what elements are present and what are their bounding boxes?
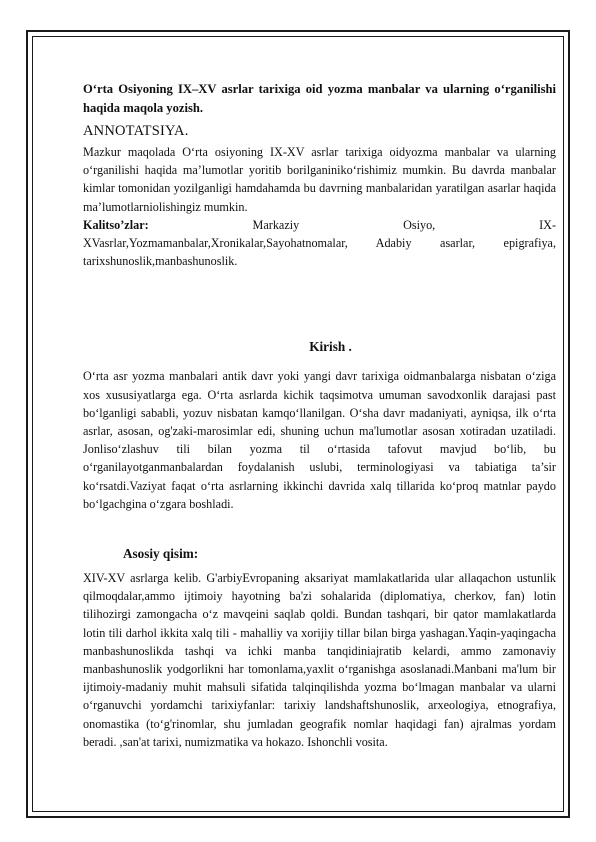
keywords-label: Kalitso’zlar: — [83, 217, 149, 232]
main-heading: Asosiy qisim: — [123, 546, 199, 562]
keywords-line — [83, 216, 556, 234]
document-body — [83, 80, 556, 751]
annotation-text: Mazkur maqolada O‘rta osiyoning IX-XV asrlar tarixiga oidyozma manbalar va ularning o‘rganilishi haqida ma’lumotlar yoritib borilganiniko‘rishimiz mumkin. Bu davrda manbalar kimlar tomonidan yozilganligi hamdahamda bu davrning manbalaridan yaratilgan asarlar haqida ma’lumotlarniolishingiz mumkin. — [83, 145, 556, 214]
document-title: O‘rta Osiyoning IX–XV asrlar tarixiga oid yozma manbalar va ularning o‘rganilishi haqida maqola yozish. — [83, 82, 556, 115]
keyword-2: Osiyo, — [403, 217, 436, 232]
main-text: XIV-XV asrlarga kelib. G'arbiyEvropaning aksariyat mamlakatlarida ular allaqachon ustunlik qilmoqdalar,ammo ijtimoiy hayotning ba'zi sohalarida (diplomatiya, cherkov, fan) lotin tilihozirgi zamongacha o‘z mavqeini saqlab qoldi. Bundan tashqari, bir qator mamlakatlarda lotin tili darhol ikkita xalq tili - mahalliy va xorijiy tillar bilan birga yashagan.Yaqin-yaqingacha manbashunoslikda tashqi va ichki manba tanqidiniajratib kelardi, ammo zamonaviy manbashunoslik yodgorlikni har tomonlama,yaxlit o‘rganishga asoslanadi.Manbani ma'lum bir ijtimoiy-madaniy muhit mahsuli sifatida talqinqilishda yozma bo‘lmagan manbalar va ularni o‘rganuvchi yordamchi tarixiyfanlar: tarixiy landshaftshunoslik, arxeologiya, etnografiya, onomastika (to‘g'rinomlar, shu jumladan geografik nomlar haqidagi fan) ajralmas yordam beradi. ,san'at tarixi, numizmatika va hokazo. Ishonchli vosita. — [83, 571, 556, 749]
keywords-rest: XVasrlar,Yozmamanbalar,Xronikalar,Sayohatnomalar, Adabiy asarlar, epigrafiya, tarixshunoslik,manbashunoslik. — [83, 236, 556, 269]
annotation-heading: ANNOTATSIYA. — [83, 123, 189, 139]
keyword-1: Markaziy — [252, 217, 300, 232]
keyword-3: IX- — [539, 217, 556, 232]
intro-heading: Kirish . — [309, 339, 352, 355]
intro-text: O‘rta asr yozma manbalari antik davr yoki yangi davr tarixiga oidmanbalarga nisbatan o‘ziga xos xususiyatlarga ega. O‘rta asrlarda kichik taqsimotva umuman savodxonlik darajasi past bo‘lganligi sababli, yozuv nisbatan kamqo‘llanilgan. O‘sha davr madaniyati, ayniqsa, ilk o‘rta asrlar, asosan, og'zaki-marosimlar edi, shuning uchun ma'lumotlar asosan xotiradan uzatiladi. Jonliso‘zlashuv tili bilan yozma til o‘rtasida tafovut mavjud bo‘lib, bu o‘rganilayotganmanbalardan foydalanish uslubi, terminologiyasi va tabiatiga ta’sir ko‘rsatdi.Vaziyat faqat o‘rta asrlarning ikkinchi davrida xalq tillarida ko‘proq matnlar paydo bo‘lgachgina o‘zgara boshladi. — [83, 369, 556, 511]
